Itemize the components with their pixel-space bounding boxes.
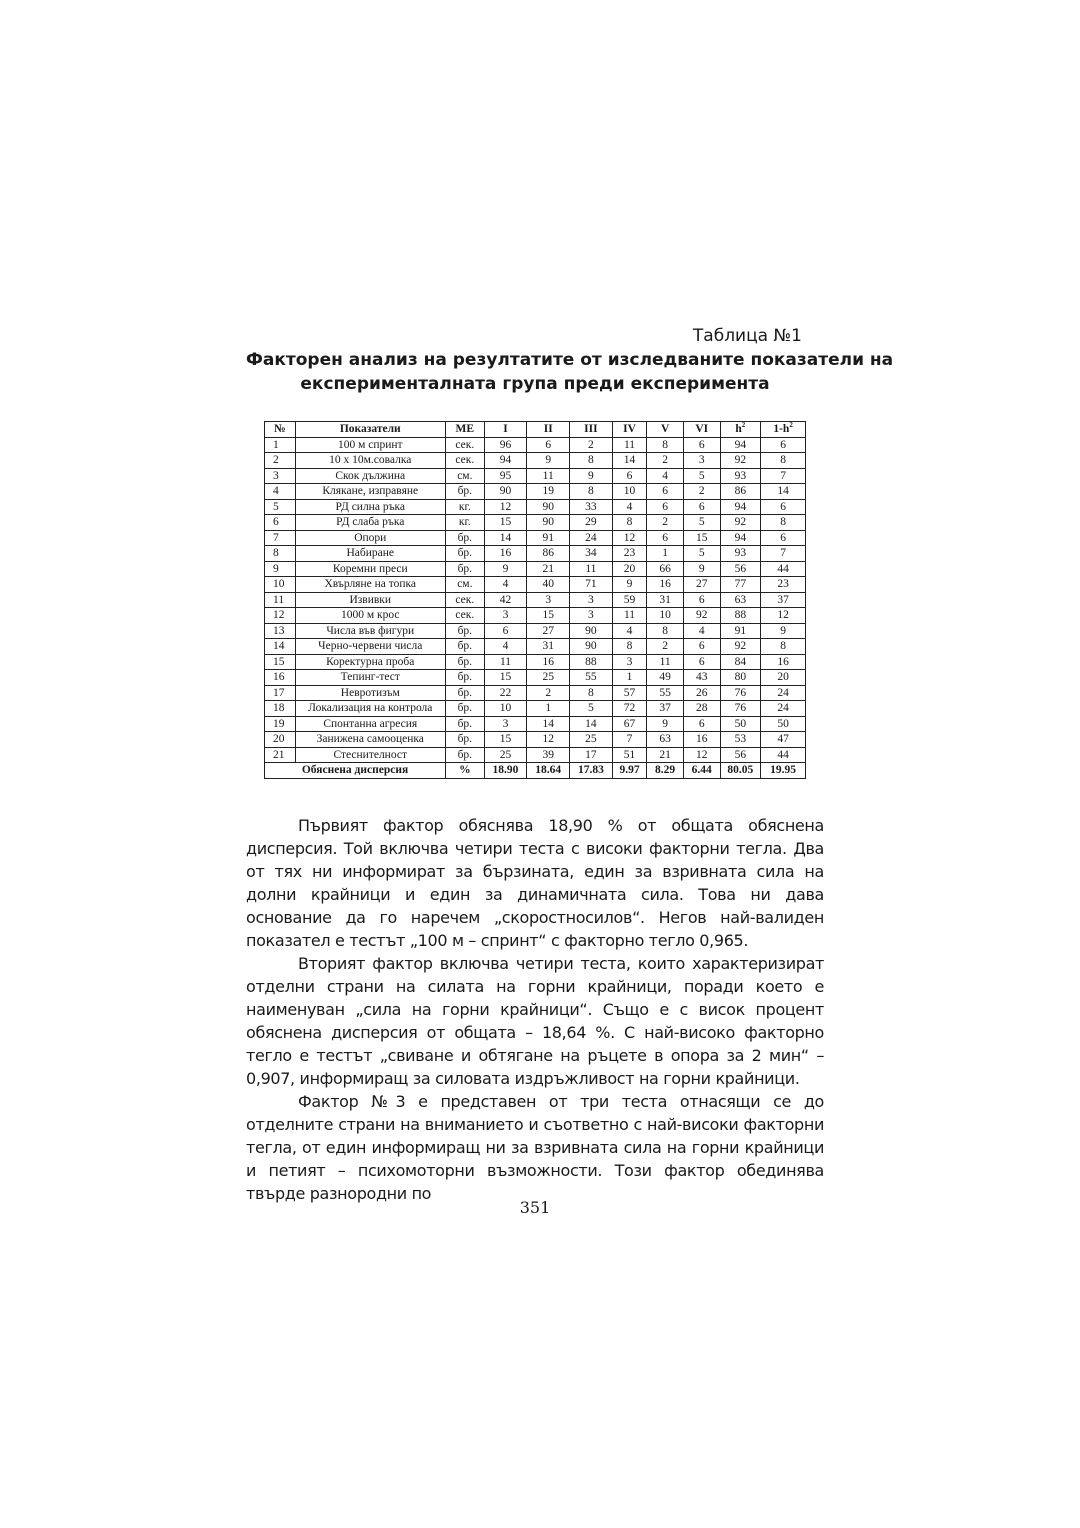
table-cell: 3 xyxy=(484,716,527,732)
table-cell: 94 xyxy=(720,499,761,515)
row-number-cell: 10 xyxy=(265,577,296,593)
table-cell: 29 xyxy=(570,515,613,531)
indicator-name-cell: Хвърляне на топка xyxy=(295,577,446,593)
table-cell: 59 xyxy=(612,592,647,608)
total-cell: 9.97 xyxy=(612,763,647,779)
table-cell: 5 xyxy=(683,515,720,531)
table-row xyxy=(265,623,806,639)
header-cell-1-h2 xyxy=(761,422,806,438)
table-cell: 40 xyxy=(527,577,570,593)
header-cell: Показатели xyxy=(295,422,446,438)
table-cell: бр. xyxy=(446,670,485,686)
table-cell: 25 xyxy=(527,670,570,686)
table-cell: 71 xyxy=(570,577,613,593)
table-cell: 7 xyxy=(761,546,806,562)
row-number-cell: 11 xyxy=(265,592,296,608)
row-number-cell: 6 xyxy=(265,515,296,531)
table-cell: 8 xyxy=(761,453,806,469)
table-row xyxy=(265,747,806,763)
row-number-cell: 8 xyxy=(265,546,296,562)
table-cell: 27 xyxy=(527,623,570,639)
table-cell: 11 xyxy=(527,468,570,484)
table-cell: 2 xyxy=(683,484,720,500)
table-cell: бр. xyxy=(446,685,485,701)
header-cell: IV xyxy=(612,422,647,438)
table-cell: бр. xyxy=(446,747,485,763)
table-cell: 14 xyxy=(484,530,527,546)
table-cell: 3 xyxy=(570,592,613,608)
table-cell: 94 xyxy=(720,530,761,546)
table-cell: 16 xyxy=(683,732,720,748)
table-cell: бр. xyxy=(446,654,485,670)
indicator-name-cell: Числа във фигури xyxy=(295,623,446,639)
table-row xyxy=(265,608,806,624)
table-cell: 8 xyxy=(570,685,613,701)
table-cell: 86 xyxy=(527,546,570,562)
table-cell: 12 xyxy=(761,608,806,624)
indicator-name-cell: Опори xyxy=(295,530,446,546)
table-cell: бр. xyxy=(446,561,485,577)
table-cell: 90 xyxy=(527,515,570,531)
table-row xyxy=(265,546,806,562)
table-cell: кг. xyxy=(446,515,485,531)
table-cell: 50 xyxy=(720,716,761,732)
indicator-name-cell: Невротизъм xyxy=(295,685,446,701)
indicator-name-cell: Клякане, изправяне xyxy=(295,484,446,500)
table-cell: 6 xyxy=(647,530,684,546)
table-cell: 49 xyxy=(647,670,684,686)
table-cell: 14 xyxy=(570,716,613,732)
table-total-row xyxy=(265,763,806,779)
header-cell: VI xyxy=(683,422,720,438)
indicator-name-cell: Занижена самооценка xyxy=(295,732,446,748)
table-title xyxy=(246,348,894,396)
table-cell: бр. xyxy=(446,701,485,717)
table-cell: 16 xyxy=(484,546,527,562)
table-cell: 12 xyxy=(484,499,527,515)
table-cell: 15 xyxy=(527,608,570,624)
table-cell: 2 xyxy=(647,453,684,469)
table-cell: 6 xyxy=(683,639,720,655)
table-cell: 93 xyxy=(720,468,761,484)
table-cell: 76 xyxy=(720,701,761,717)
table-cell: 93 xyxy=(720,546,761,562)
table-cell: 91 xyxy=(720,623,761,639)
table-cell: 16 xyxy=(761,654,806,670)
table-row xyxy=(265,639,806,655)
table-cell: 2 xyxy=(647,515,684,531)
table-cell: 88 xyxy=(720,608,761,624)
table-cell: 15 xyxy=(484,515,527,531)
row-number-cell: 4 xyxy=(265,484,296,500)
table-cell: 76 xyxy=(720,685,761,701)
factor-analysis-table xyxy=(264,421,806,779)
table-cell: бр. xyxy=(446,639,485,655)
table-row xyxy=(265,577,806,593)
header-cell-text: h xyxy=(735,423,742,436)
table-cell: 21 xyxy=(647,747,684,763)
table-body xyxy=(265,437,806,763)
table-cell: 33 xyxy=(570,499,613,515)
table-cell: 77 xyxy=(720,577,761,593)
indicator-name-cell: Набиране xyxy=(295,546,446,562)
table-cell: 95 xyxy=(484,468,527,484)
table-cell: 4 xyxy=(647,468,684,484)
table-cell: 8 xyxy=(570,484,613,500)
table-cell: 20 xyxy=(612,561,647,577)
table-cell: 6 xyxy=(527,437,570,453)
row-number-cell: 16 xyxy=(265,670,296,686)
table-row xyxy=(265,484,806,500)
table-cell: 11 xyxy=(570,561,613,577)
table-cell: 34 xyxy=(570,546,613,562)
table-cell: сек. xyxy=(446,592,485,608)
table-cell: 27 xyxy=(683,577,720,593)
table-cell: 6 xyxy=(761,437,806,453)
indicator-name-cell: 100 м спринт xyxy=(295,437,446,453)
table-cell: 17 xyxy=(570,747,613,763)
table-cell: 50 xyxy=(761,716,806,732)
row-number-cell: 7 xyxy=(265,530,296,546)
table-cell: 24 xyxy=(570,530,613,546)
table-cell: 31 xyxy=(527,639,570,655)
table-cell: 4 xyxy=(683,623,720,639)
table-cell: 90 xyxy=(484,484,527,500)
table-row xyxy=(265,654,806,670)
table-cell: 6 xyxy=(612,468,647,484)
table-cell: 63 xyxy=(720,592,761,608)
header-cell-h2 xyxy=(720,422,761,438)
table-row xyxy=(265,701,806,717)
table-cell: 90 xyxy=(570,623,613,639)
table-cell: 8 xyxy=(612,515,647,531)
table-cell: 12 xyxy=(527,732,570,748)
table-cell: 4 xyxy=(484,577,527,593)
table-cell: 51 xyxy=(612,747,647,763)
table-cell: 14 xyxy=(527,716,570,732)
table-cell: 14 xyxy=(612,453,647,469)
row-number-cell: 18 xyxy=(265,701,296,717)
table-cell: 39 xyxy=(527,747,570,763)
table-cell: 31 xyxy=(647,592,684,608)
row-number-cell: 20 xyxy=(265,732,296,748)
table-cell: 56 xyxy=(720,561,761,577)
table-cell: 25 xyxy=(570,732,613,748)
table-cell: 56 xyxy=(720,747,761,763)
table-cell: 44 xyxy=(761,747,806,763)
indicator-name-cell: Стеснителност xyxy=(295,747,446,763)
table-cell: 9 xyxy=(570,468,613,484)
table-header-row xyxy=(265,422,806,438)
paragraph-2: Вторият фактор включва четири теста, които характеризират отделни страни на силата на горни крайници, поради което е наименуван „сила на горни крайници“. Също е с висок процент обяснена дисперсия от общата – 18,64 %. С най-високо факторно тегло е тестът „свиване и обтягане на ръцете в опора за 2 мин“ – 0,907, информиращ за силовата издръжливост на горни крайници. xyxy=(246,954,824,1088)
table-cell: 7 xyxy=(761,468,806,484)
table-row xyxy=(265,437,806,453)
table-cell: бр. xyxy=(446,716,485,732)
superscript-2: 2 xyxy=(741,421,746,430)
indicator-name-cell: Коректурна проба xyxy=(295,654,446,670)
header-cell: III xyxy=(570,422,613,438)
table-cell: 6 xyxy=(683,716,720,732)
table-cell: 5 xyxy=(683,468,720,484)
table-row xyxy=(265,561,806,577)
table-cell: 9 xyxy=(484,561,527,577)
table-cell: 57 xyxy=(612,685,647,701)
table-cell: 37 xyxy=(761,592,806,608)
table-cell: 23 xyxy=(612,546,647,562)
table-cell: 94 xyxy=(720,437,761,453)
paragraph-3: Фактор №3 е представен от три теста отнасящи се до отделните страни на вниманието и съответно с най-високи факторни тегла, от един информиращ ни за взривната сила на горни крайници и петият – психомоторни възможности. Този фактор обединява твърде разнородни по xyxy=(246,1092,824,1203)
table-cell: 6 xyxy=(683,592,720,608)
table-row xyxy=(265,716,806,732)
table-cell: 25 xyxy=(484,747,527,763)
table-cell: 6 xyxy=(484,623,527,639)
table-cell: сек. xyxy=(446,437,485,453)
row-number-cell: 3 xyxy=(265,468,296,484)
table-cell: 15 xyxy=(484,670,527,686)
table-cell: 8 xyxy=(647,437,684,453)
table-cell: 11 xyxy=(647,654,684,670)
total-cell: 18.90 xyxy=(484,763,527,779)
indicator-name-cell: Локализация на контрола xyxy=(295,701,446,717)
table-cell: 43 xyxy=(683,670,720,686)
table-row xyxy=(265,453,806,469)
table-cell: сек. xyxy=(446,453,485,469)
table-cell: 96 xyxy=(484,437,527,453)
table-cell: 6 xyxy=(761,499,806,515)
table-cell: 3 xyxy=(570,608,613,624)
table-cell: 6 xyxy=(647,484,684,500)
indicator-name-cell: РД силна ръка xyxy=(295,499,446,515)
table-cell: 10 xyxy=(484,701,527,717)
table-cell: 80 xyxy=(720,670,761,686)
table-cell: бр. xyxy=(446,546,485,562)
table-cell: 9 xyxy=(612,577,647,593)
table-cell: 2 xyxy=(527,685,570,701)
table-cell: 1 xyxy=(612,670,647,686)
table-cell: 90 xyxy=(527,499,570,515)
table-cell: 15 xyxy=(484,732,527,748)
table-cell: 42 xyxy=(484,592,527,608)
table-cell: 94 xyxy=(484,453,527,469)
table-row xyxy=(265,499,806,515)
row-number-cell: 1 xyxy=(265,437,296,453)
header-cell: II xyxy=(527,422,570,438)
table-row xyxy=(265,530,806,546)
table-cell: 24 xyxy=(761,685,806,701)
table-cell: 21 xyxy=(527,561,570,577)
table-cell: 12 xyxy=(612,530,647,546)
table-cell: 28 xyxy=(683,701,720,717)
table-cell: 90 xyxy=(570,639,613,655)
table-cell: 92 xyxy=(720,515,761,531)
table-cell: 20 xyxy=(761,670,806,686)
table-title-line-2: експерименталната група преди експеримента xyxy=(300,374,770,394)
row-number-cell: 12 xyxy=(265,608,296,624)
indicator-name-cell: Коремни преси xyxy=(295,561,446,577)
indicator-name-cell: 10 х 10м.совалка xyxy=(295,453,446,469)
table-cell: 24 xyxy=(761,701,806,717)
row-number-cell: 5 xyxy=(265,499,296,515)
table-cell: кг. xyxy=(446,499,485,515)
table-cell: 8 xyxy=(612,639,647,655)
table-cell: 5 xyxy=(570,701,613,717)
indicator-name-cell: Черно-червени числа xyxy=(295,639,446,655)
table-cell: 6 xyxy=(683,499,720,515)
row-number-cell: 14 xyxy=(265,639,296,655)
table-cell: 2 xyxy=(647,639,684,655)
total-cell: 19.95 xyxy=(761,763,806,779)
indicator-name-cell: Тепинг-тест xyxy=(295,670,446,686)
total-cell: 6.44 xyxy=(683,763,720,779)
table-cell: бр. xyxy=(446,623,485,639)
header-cell: № xyxy=(265,422,296,438)
table-title-line-1: Факторен анализ на резултатите от изследваните показатели на xyxy=(246,350,894,370)
table-cell: 6 xyxy=(683,654,720,670)
header-cell: V xyxy=(647,422,684,438)
table-row xyxy=(265,685,806,701)
row-number-cell: 2 xyxy=(265,453,296,469)
table-cell: 44 xyxy=(761,561,806,577)
table-cell: 5 xyxy=(683,546,720,562)
table-cell: 86 xyxy=(720,484,761,500)
table-cell: 2 xyxy=(570,437,613,453)
table-cell: 55 xyxy=(570,670,613,686)
paragraph-1: Първият фактор обяснява 18,90 % от общата обяснена дисперсия. Той включва четири теста с високи факторни тегла. Два от тях ни информират за бързината, един за взривната сила на долни крайници и един за динамичната сила. Това ни дава основание да го наречем „скоростносилов“. Негов най-валиден показател е тестът „100 м – спринт“ с факторно тегло 0,965. xyxy=(246,816,824,950)
header-cell-text: 1-h xyxy=(773,423,790,436)
table-cell: 8 xyxy=(647,623,684,639)
total-cell: 17.83 xyxy=(570,763,613,779)
table-cell: 6 xyxy=(683,437,720,453)
table-cell: 4 xyxy=(484,639,527,655)
row-number-cell: 9 xyxy=(265,561,296,577)
table-cell: 15 xyxy=(683,530,720,546)
total-label-cell: Обяснена дисперсия xyxy=(265,763,446,779)
table-cell: 92 xyxy=(720,639,761,655)
header-cell: I xyxy=(484,422,527,438)
row-number-cell: 21 xyxy=(265,747,296,763)
indicator-name-cell: Извивки xyxy=(295,592,446,608)
row-number-cell: 15 xyxy=(265,654,296,670)
table-cell: 14 xyxy=(761,484,806,500)
superscript-2: 2 xyxy=(789,421,793,430)
table-cell: 88 xyxy=(570,654,613,670)
table-cell: 53 xyxy=(720,732,761,748)
table-row xyxy=(265,468,806,484)
table-cell: 8 xyxy=(761,639,806,655)
page-number: 351 xyxy=(519,1198,551,1217)
indicator-name-cell: Спонтанна агресия xyxy=(295,716,446,732)
table-cell: 1 xyxy=(647,546,684,562)
table-cell: 84 xyxy=(720,654,761,670)
body-text xyxy=(246,814,824,1205)
table-cell: 6 xyxy=(647,499,684,515)
table-cell: 8 xyxy=(761,515,806,531)
table-cell: 11 xyxy=(612,437,647,453)
indicator-name-cell: 1000 м крос xyxy=(295,608,446,624)
table-cell: 12 xyxy=(683,747,720,763)
total-cell: 80.05 xyxy=(720,763,761,779)
table-cell: 11 xyxy=(484,654,527,670)
table-cell: 3 xyxy=(484,608,527,624)
total-cell: 8.29 xyxy=(647,763,684,779)
indicator-name-cell: Скок дължина xyxy=(295,468,446,484)
table-cell: 16 xyxy=(527,654,570,670)
table-cell: бр. xyxy=(446,484,485,500)
table-cell: 10 xyxy=(612,484,647,500)
table-cell: 10 xyxy=(647,608,684,624)
table-cell: 37 xyxy=(647,701,684,717)
table-cell: бр. xyxy=(446,530,485,546)
table-cell: 72 xyxy=(612,701,647,717)
table-cell: 11 xyxy=(612,608,647,624)
table-cell: 66 xyxy=(647,561,684,577)
table-cell: бр. xyxy=(446,732,485,748)
table-cell: 7 xyxy=(612,732,647,748)
table-cell: 91 xyxy=(527,530,570,546)
table-cell: 3 xyxy=(683,453,720,469)
table-cell: 47 xyxy=(761,732,806,748)
table-cell: 67 xyxy=(612,716,647,732)
table-cell: 92 xyxy=(720,453,761,469)
table-row xyxy=(265,670,806,686)
table-cell: 3 xyxy=(527,592,570,608)
table-cell: 9 xyxy=(683,561,720,577)
table-cell: 8 xyxy=(570,453,613,469)
table-cell: 4 xyxy=(612,499,647,515)
table-cell: 9 xyxy=(647,716,684,732)
table-cell: 9 xyxy=(761,623,806,639)
table-row xyxy=(265,515,806,531)
table-cell: см. xyxy=(446,577,485,593)
table-cell: 63 xyxy=(647,732,684,748)
indicator-name-cell: РД слаба ръка xyxy=(295,515,446,531)
table-cell: 23 xyxy=(761,577,806,593)
table-row xyxy=(265,732,806,748)
table-cell: 19 xyxy=(527,484,570,500)
table-cell: 22 xyxy=(484,685,527,701)
table-cell: 16 xyxy=(647,577,684,593)
row-number-cell: 19 xyxy=(265,716,296,732)
table-cell: 92 xyxy=(683,608,720,624)
table-cell: 1 xyxy=(527,701,570,717)
table-row xyxy=(265,592,806,608)
table-cell: сек. xyxy=(446,608,485,624)
total-cell: % xyxy=(446,763,485,779)
table-cell: 3 xyxy=(612,654,647,670)
row-number-cell: 17 xyxy=(265,685,296,701)
table-label: Таблица №1 xyxy=(692,326,802,346)
table-cell: 26 xyxy=(683,685,720,701)
table-cell: см. xyxy=(446,468,485,484)
row-number-cell: 13 xyxy=(265,623,296,639)
table-cell: 6 xyxy=(761,530,806,546)
header-cell: МЕ xyxy=(446,422,485,438)
total-cell: 18.64 xyxy=(527,763,570,779)
table-cell: 4 xyxy=(612,623,647,639)
table-cell: 9 xyxy=(527,453,570,469)
table-cell: 55 xyxy=(647,685,684,701)
